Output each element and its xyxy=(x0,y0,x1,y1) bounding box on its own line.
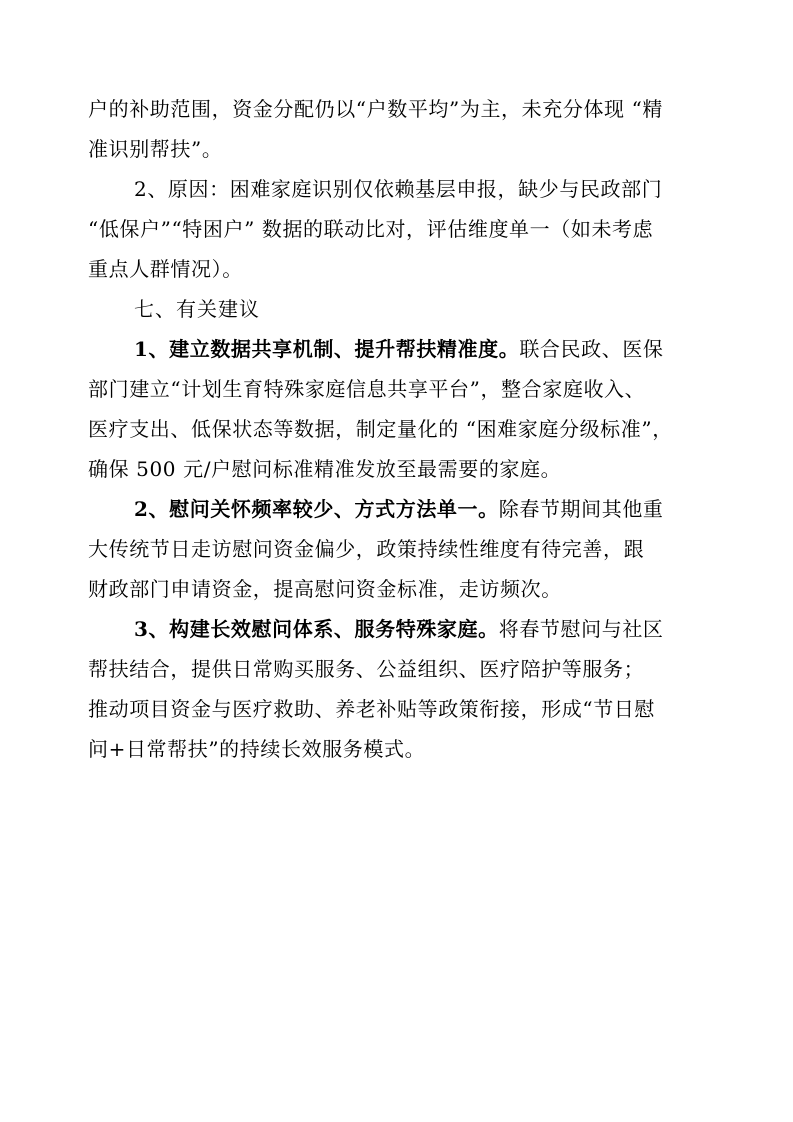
suggestion-1-line-3: 医疗支出、低保状态等数据，制定量化的 “困难家庭分级标准”， xyxy=(88,417,673,441)
suggestion-1-title: 1、建立数据共享机制、提升帮扶精准度。 xyxy=(134,337,520,361)
suggestion-2-line-2: 大传统节日走访慰问资金偏少，政策持续性维度有待完善，跟 xyxy=(88,537,645,561)
suggestion-3-text: 将春节慰问与社区 xyxy=(498,617,664,641)
section-heading: 七、有关建议 xyxy=(134,297,260,321)
suggestion-3-title: 3、构建长效慰问体系、服务特殊家庭。 xyxy=(134,617,499,641)
paragraph-2-line-3: 重点人群情况）。 xyxy=(88,257,243,281)
suggestion-2-text: 除春节期间其他重 xyxy=(498,497,664,521)
suggestion-2-title: 2、慰问关怀频率较少、方式方法单一。 xyxy=(134,497,499,521)
suggestion-3-line-2: 帮扶结合，提供日常购买服务、公益组织、医疗陪护等服务； xyxy=(88,657,645,681)
suggestion-1-line-1 xyxy=(134,336,708,362)
suggestion-3-line-3: 推动项目资金与医疗救助、养老补贴等政策衔接，形成“节日慰 xyxy=(88,697,656,721)
suggestion-1-line-2: 部门建立“计划生育特殊家庭信息共享平台”，整合家庭收入、 xyxy=(88,377,646,401)
suggestion-2-line-3: 财政部门申请资金，提高慰问资金标准，走访频次。 xyxy=(88,577,562,601)
paragraph-2-line-1: 2、原因：困难家庭识别仅依赖基层申报，缺少与民政部门 xyxy=(134,177,663,201)
paragraph-1-line-1: 户的补助范围，资金分配仍以“户数平均”为主，未充分体现 “精 xyxy=(88,97,664,121)
paragraph-2-line-2: “低保户”“特困户” 数据的联动比对，评估维度单一（如未考虑 xyxy=(88,217,654,241)
suggestion-1-line-4: 确保 500 元/户慰问标准精准发放至最需要的家庭。 xyxy=(88,457,562,481)
paragraph-1-line-2: 准识别帮扶”。 xyxy=(88,137,223,161)
suggestion-1-text: 联合民政、医保 xyxy=(519,337,664,361)
suggestion-3-line-1 xyxy=(134,616,708,642)
suggestion-3-line-4: 问+日常帮扶”的持续长效服务模式。 xyxy=(88,737,426,761)
suggestion-2-line-1 xyxy=(134,496,708,522)
